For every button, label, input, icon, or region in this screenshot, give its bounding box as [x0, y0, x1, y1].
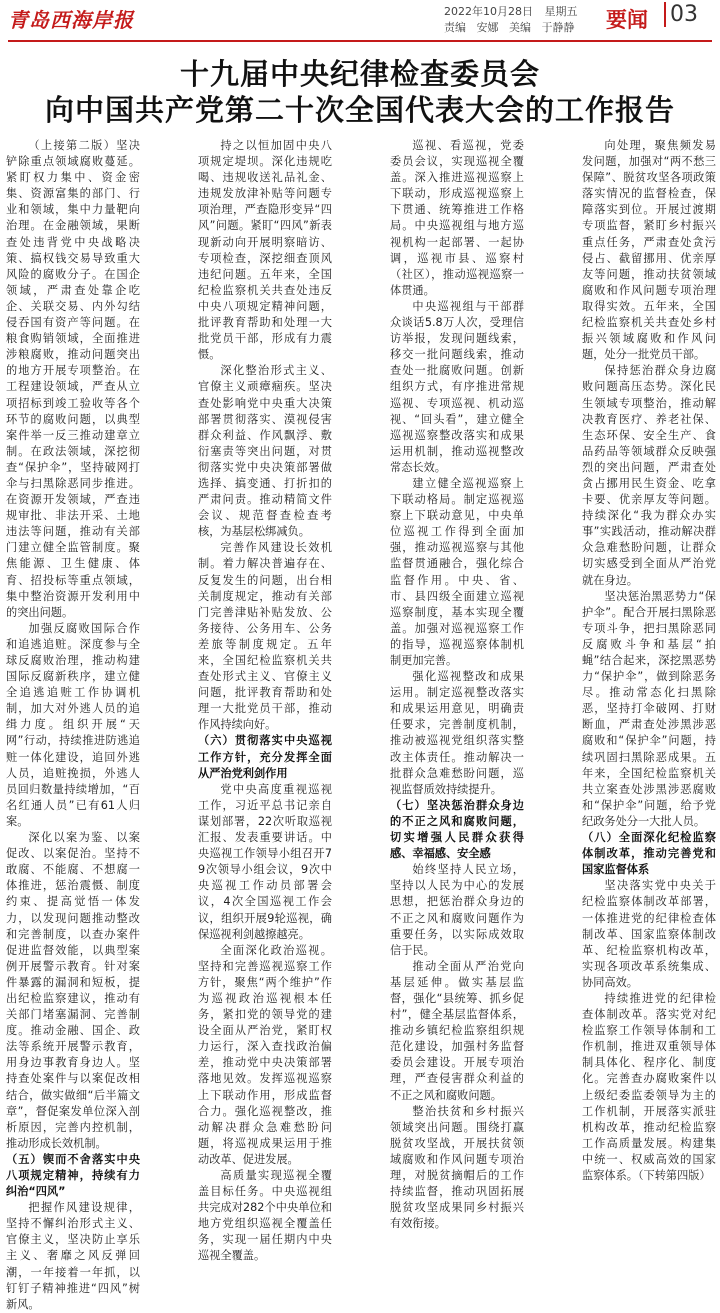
section-heading: （七）坚决惩治群众身边的不正之风和腐败问题，切实增强人民群众获得感、幸福感、安全感	[390, 798, 524, 861]
body-paragraph: 建立健全巡视巡察上下联动格局。制定巡视巡察上下联动意见，中央单位巡视工作得到全面加强，推动巡视巡察与其他监督贯通融合，强化综合监督作用。中央、省、市、县四级全面建立巡视巡察制度，基本实现全覆盖。加强对巡视巡察工作的指导，巡视巡察体制机制更加完善。	[390, 476, 524, 667]
body-paragraph: 巡视、看巡视，党委委员会议，实现巡视全覆盖。深入推进巡视巡察上下联动，形成巡视巡察上下贯通、统筹推进工作格局。中央巡视组与地方巡视机构一起部署、一起协调，巡视市县、巡察村（社区），推动巡视巡察一体贯通。	[390, 139, 524, 297]
body-paragraph: 整治扶贫和乡村振兴领域突出问题。围绕打赢脱贫攻坚战，开展扶贫领域腐败和作风问题专项治理，对脱贫摘帽后的工作持续监督，推动巩固拓展脱贫攻坚成果同乡村振兴有效衔接。	[390, 1104, 524, 1231]
text-column-3	[390, 138, 524, 1231]
body-paragraph: 深化整治形式主义、官僚主义顽瘴痼疾。坚决查处影响党中央重大决策部署贯彻落实、漠视侵害群众利益、作风飘浮、敷衍塞责等突出问题，对贯彻落实党中央决策部署做选择、搞变通、打折扣的严肃问责。推动精简文件会议、规范督查检查考核，为基层松绑减负。	[198, 364, 332, 539]
art-editor-label: 美编	[509, 21, 531, 34]
body-paragraph: 坚决惩治黑恶势力“保护伞”。配合开展扫黑除恶专项斗争，把扫黑除恶同反腐败斗争和基层“拍蝇”结合起来，深挖黑恶势力“保护伞”，做到除恶务尽。推动常态化扫黑除恶，坚持打伞破网、打财断血，严肃查处涉黑涉恶腐败和“保护伞”问题，持续巩固扫黑除恶成果。五年来，全国纪检监察机关共立案查处涉黑涉恶腐败和“保护伞”问题，给予党纪政务处分一大批人员。	[582, 589, 716, 828]
headline-line-2: 向中国共产党第二十次全国代表大会的工作报告	[44, 93, 675, 127]
body-paragraph: 把握作风建设规律，坚持不懈纠治形式主义、官僚主义，坚决防止享乐主义、奢靡之风反弹回潮，一年接着一年抓，以钉钉子精神推进“四风”树新风。	[6, 1201, 140, 1311]
body-paragraph: 持之以恒加固中央八项规定堤坝。深化违规吃喝、违规收送礼品礼金、违规发放津补贴等问题专项治理，严查隐形变异“四风”问题。紧盯“四风”新表现新动向开展明察暗访、专项检查，深挖细查顶风违纪问题。五年来，全国纪检监察机关共查处违反中央八项规定精神问题，批评教育帮助和处理一大批党员干部，形成有力震慑。	[198, 139, 332, 362]
art-editor-name: 于静静	[541, 21, 575, 34]
text-column-2	[198, 138, 332, 1263]
section-heading: （八）全面深化纪检监察体制改革，推动完善党和国家监督体系	[582, 831, 716, 877]
section-title: 要闻	[606, 8, 648, 32]
section-heading: （五）锲而不舍落实中央八项规定精神，持续有力纠治“四风”	[6, 1152, 140, 1199]
section-heading: （六）贯彻落实中央巡视工作方针，充分发挥全面从严治党利剑作用	[198, 734, 332, 780]
masthead-divider	[8, 40, 712, 42]
article-body	[6, 138, 716, 1311]
body-paragraph: 始终坚持人民立场，坚持以人民为中心的发展思想，把惩治群众身边的不正之风和腐败问题作为重要任务，以实际成效取信于民。	[390, 863, 524, 957]
body-paragraph: 完善作风建设长效机制。着力解决普遍存在、反复发生的问题，出台相关制度规定，推动有关部门完善津贴补贴发放、公务接待、公务用车、公务差旅等制度规定。五年来，全国纪检监察机关共查处形式主义、官僚主义问题，批评教育帮助和处理一大批党员干部，推动作风持续向好。	[198, 541, 332, 732]
editor-name: 安娜	[476, 21, 499, 34]
text-column-1	[6, 138, 140, 1311]
body-paragraph: 坚决落实党中央关于纪检监察体制改革部署，一体推进党的纪律检查体制改革、国家监察体制改革、纪检监察机构改革，实现各项改革系统集成、协同高效。	[582, 879, 716, 989]
body-paragraph: 中央巡视组与干部群众谈话5.8万人次，受理信访举报，发现问题线索，移交一批问题线索，推动查处一批腐败问题。创新组织方式，有序推进常规巡视、专项巡视、机动巡视、“回头看”，建立健全巡视巡察整改落实和成果运用机制，推动巡视整改常态长效。	[390, 299, 524, 474]
body-paragraph: 推动全面从严治党向基层延伸。做实基层监督，强化“县统筹、抓乡促村”，健全基层监督体系，推动乡镇纪检监察组织规范化建设，加强村务监督委员会建设。开展专项治理，严查侵害群众利益的不正之风和腐败问题。	[390, 959, 524, 1102]
body-paragraph: 加强反腐败国际合作和追逃追赃。深度参与全球反腐败治理，推动构建国际反腐新秩序，建立健全追逃追赃工作协调机制，加大对外逃人员的追缉力度。组织开展“天网”行动，持续推进防逃追赃一体化建设，追回外逃人员，追赃挽损，外逃人员回归数量持续增加，“百名红通人员”已有61人归案。	[6, 621, 140, 828]
article-headline	[0, 56, 720, 128]
body-paragraph: 深化以案为鉴、以案促改、以案促治。坚持不敢腐、不能腐、不想腐一体推进，惩治震慑、制度约束、提高觉悟一体发力，以发现问题推动整改和完善制度，以查办案件促进监督效能，以典型案例开展警示教育。针对案件暴露的漏洞和短板，提出纪检监察建议，推动有关部门堵塞漏洞、完善制度。推动金融、国企、政法等系统开展警示教育，用身边事教育身边人。坚持查处案件与以案促改相结合，做实做细“后半篇文章”，督促案发单位深入剖析原因，完善内控机制，推动形成长效机制。	[6, 831, 140, 1150]
newspaper-logo: 青岛西海岸报	[8, 8, 134, 32]
headline-line-1: 十九届中央纪律检查委员会	[179, 57, 540, 91]
body-paragraph: 向处理，聚焦频发易发问题，加强对“两不愁三保障”、脱贫攻坚各项政策落实情况的监督检查，保障落实到位。开展过渡期专项监督，紧盯乡村振兴重点任务，严肃查处贪污侵占、截留挪用、优亲厚友等问题，推动扶贫领域腐败和作风问题专项治理取得实效。五年来，全国纪检监察机关共查处乡村振兴领域腐败和作风问题，处分一批党员干部。	[582, 139, 716, 362]
text-column-4	[582, 138, 716, 1182]
body-paragraph: （上接第二版）坚决铲除重点领域腐败蔓延。紧盯权力集中、资金密集、资源富集的部门、行业和领域，集中力量靶向治理。在金融领域，果断查处违背党中央战略决策、搞权钱交易导致重大风险的腐败分子。在国企领域，严肃查处靠企吃企、关联交易、内外勾结侵吞国有资产等问题。在粮食购销领域，全面推进涉粮腐败，推动问题突出的地方开展专项整治。在工程建设领域，严查从立项招标到竣工验收等各个环节的腐败问题，以典型案件举一反三推动建章立制。在政法领域，深挖彻查“保护伞”，坚持破网打伞与扫黑除恶同步推进。在资源开发领域，严查违规审批、非法开采、土地违法等问题，推动有关部门建立健全监管制度。聚焦能源、卫生健康、体育、招投标等重点领域，集中整治资源开发利用中的突出问题。	[6, 139, 140, 619]
body-paragraph: 强化巡视整改和成果运用。制定巡视整改落实和成果运用意见，明确责任要求，完善制度机制，推动被巡视党组织落实整改主体责任。推动解决一批群众急难愁盼问题，巡视监督质效持续提升。	[390, 670, 524, 796]
body-paragraph: 持续推进党的纪律检查体制改革。落实党对纪检监察工作领导体制和工作机制，推进双重领导体制具体化、程序化、制度化。完善查办腐败案件以上级纪委监委领导为主的工作机制，开展落实派驻机构改革，推动纪检监察工作高质量发展。构建集中统一、权威高效的国家监察体系。（下转第四版）	[582, 991, 716, 1182]
page-number: 03	[664, 2, 698, 27]
masthead	[0, 0, 720, 44]
body-paragraph: 保持惩治群众身边腐败问题高压态势。深化民生领域专项整治，推动解决教育医疗、养老社保、生态环保、安全生产、食品药品等领域群众反映强烈的突出问题，严肃查处贪占挪用民生资金、吃拿卡要、优亲厚友等问题。持续深化“我为群众办实事”实践活动，推动解决群众急难愁盼问题，让群众切实感受到全面从严治党就在身边。	[582, 364, 716, 587]
editor-label: 责编	[444, 21, 466, 34]
issue-meta	[444, 4, 586, 36]
issue-weekday: 星期五	[544, 5, 578, 18]
body-paragraph: 党中央高度重视巡视工作，习近平总书记亲自谋划部署，22次听取巡视汇报、发表重要讲话。中央巡视工作领导小组召开79次领导小组会议，9次中央巡视工作动员部署会议，4次全国巡视工作会议，组织开展9轮巡视，确保巡视利剑越擦越亮。	[198, 782, 332, 941]
body-paragraph: 全面深化政治巡视。坚持和完善巡视巡察工作方针，聚焦“两个维护”作为巡视政治巡视根本任务，紧扣党的领导党的建设全面从严治党，紧盯权力运行，深入查找政治偏差，推动党中央决策部署落地见效。发挥巡视巡察上下联动作用，形成监督合力。强化巡视整改，推动解决群众急难愁盼问题，将巡视成果运用于推动改革、促进发展。	[198, 943, 332, 1166]
issue-date: 2022年10月28日	[444, 5, 533, 18]
body-paragraph: 高质量实现巡视全覆盖目标任务。中央巡视组共完成对282个中央单位和地方党组织巡视全覆盖任务，实现一届任期内中央巡视全覆盖。	[198, 1169, 332, 1263]
